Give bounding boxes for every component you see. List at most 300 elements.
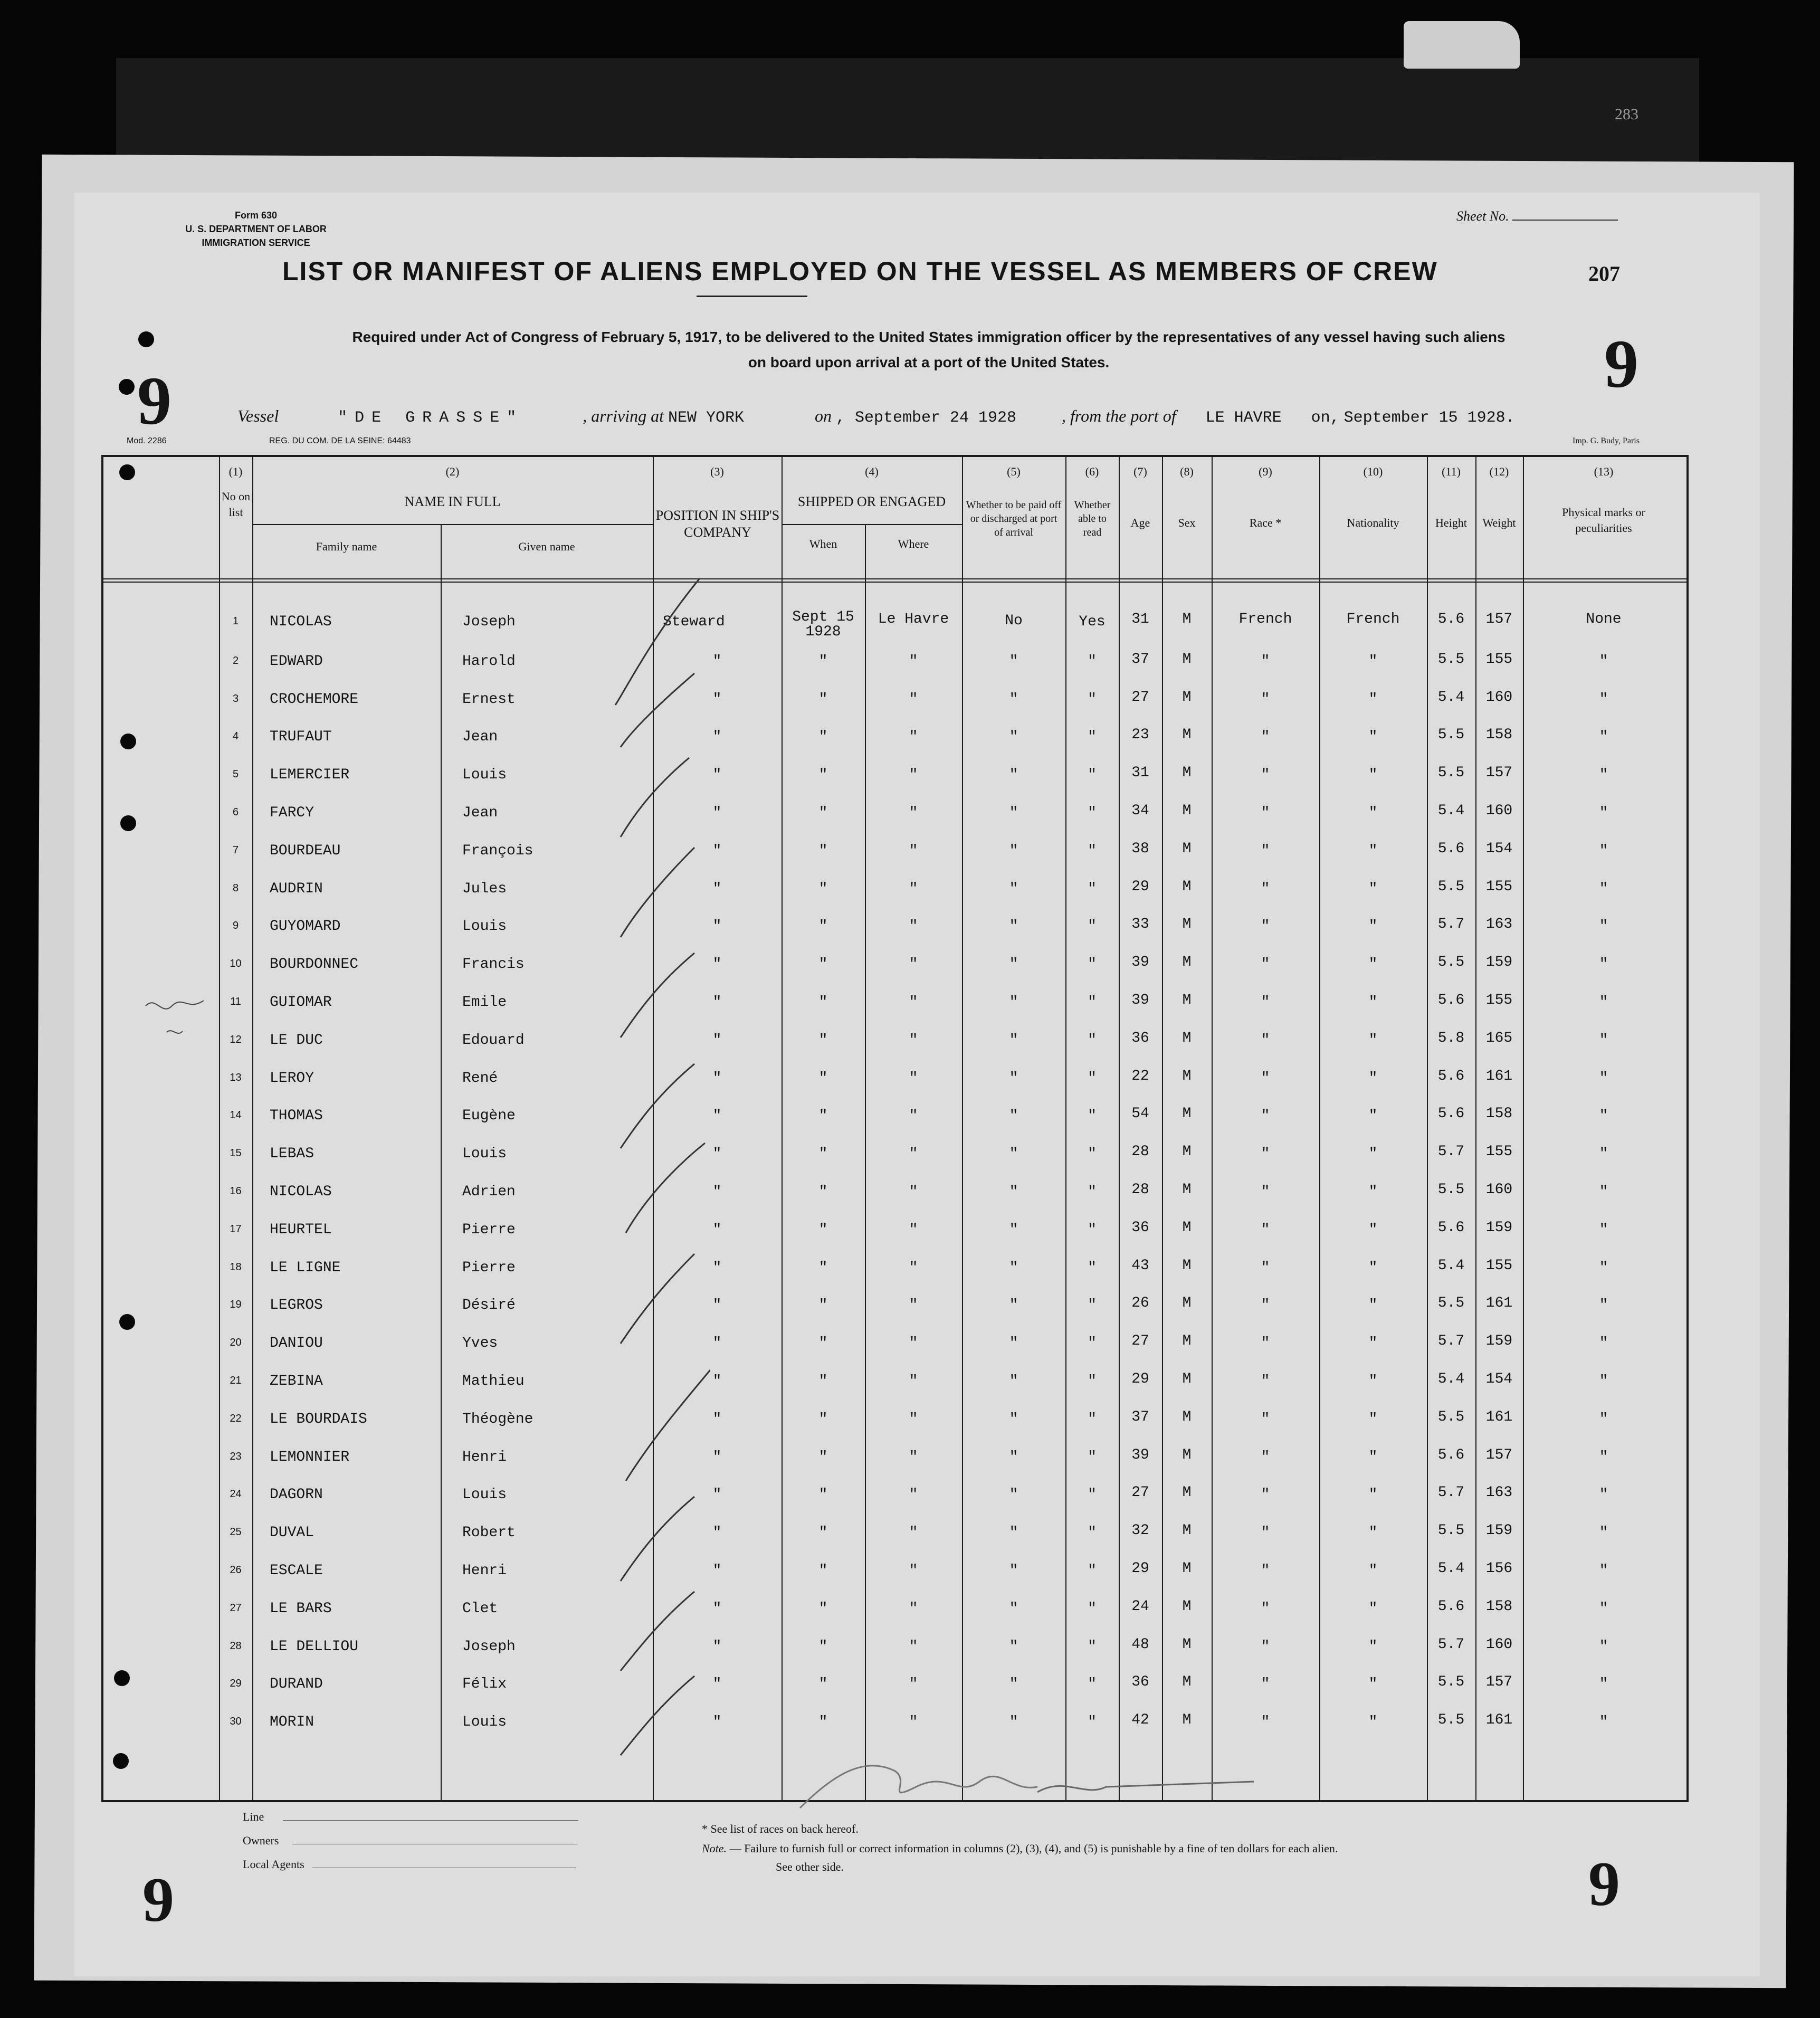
given-name: Joseph: [462, 1638, 516, 1655]
weight: 158: [1485, 727, 1513, 744]
physical-ditto: ": [1599, 1563, 1608, 1579]
given-name: Yves: [462, 1335, 498, 1352]
nationality-ditto: ": [1368, 1563, 1378, 1579]
nationality-ditto: ": [1368, 1487, 1378, 1503]
row-number: 16: [230, 1185, 242, 1197]
sex: M: [1182, 916, 1192, 933]
physical-ditto: ": [1599, 1449, 1608, 1465]
colnum-5: (5): [1007, 465, 1021, 478]
able-read-ditto: ": [1088, 1600, 1097, 1617]
header-shipped: SHIPPED OR ENGAGED: [797, 494, 946, 509]
sheet-digit-left: 9: [137, 363, 171, 439]
when-ditto: ": [818, 1638, 828, 1655]
row-number: 24: [230, 1488, 242, 1500]
when-ditto: ": [818, 1259, 828, 1276]
height: 5.4: [1437, 1257, 1465, 1274]
physical-ditto: ": [1599, 1146, 1608, 1163]
on-label: on: [814, 406, 832, 425]
weight: 161: [1485, 1712, 1513, 1729]
header-race: Race *: [1249, 516, 1282, 529]
colnum-13: (13): [1594, 465, 1614, 478]
punch-hole: [120, 815, 136, 831]
height: 5.5: [1437, 1182, 1465, 1198]
family-name: ESCALE: [270, 1563, 323, 1579]
sex: M: [1182, 1674, 1192, 1691]
weight: 163: [1485, 916, 1513, 933]
departure-port: LE HAVRE: [1205, 409, 1282, 427]
height: 5.4: [1437, 803, 1465, 819]
footer-note: [702, 1842, 1338, 1855]
race-ditto: ": [1261, 1070, 1270, 1087]
height: 5.5: [1437, 1295, 1465, 1312]
given-name: Félix: [462, 1676, 507, 1693]
where-ditto: ": [909, 653, 918, 670]
row-number: 15: [230, 1147, 242, 1159]
physical-ditto: ": [1599, 1070, 1608, 1087]
able-read-ditto: ": [1088, 1146, 1097, 1163]
age: 37: [1131, 1408, 1149, 1425]
row-number: 23: [230, 1450, 242, 1462]
mod-number: Mod. 2286: [127, 436, 167, 445]
sex: M: [1182, 1522, 1192, 1539]
nationality-ditto: ": [1368, 1184, 1378, 1200]
when-ditto: ": [818, 1070, 828, 1087]
position-ditto: ": [712, 1184, 722, 1200]
height: 5.7: [1437, 916, 1465, 933]
physical-ditto: ": [1599, 880, 1608, 897]
able-read-ditto: ": [1088, 1108, 1097, 1125]
row-number: 27: [230, 1602, 242, 1614]
row-number: 14: [230, 1109, 242, 1121]
paid-off-ditto: ": [1009, 805, 1018, 821]
where-ditto: ": [909, 1600, 918, 1617]
physical-ditto: ": [1599, 1297, 1608, 1314]
sheet-digit-bottom-left: 9: [142, 1864, 174, 1935]
sex: M: [1182, 803, 1192, 819]
family-name: LEROY: [270, 1070, 315, 1087]
physical-ditto: ": [1599, 1676, 1608, 1693]
punch-hole: [119, 379, 135, 395]
able-read-ditto: ": [1088, 994, 1097, 1011]
given-name: Louis: [462, 1146, 507, 1163]
given-name: Jean: [462, 805, 498, 821]
weight: 158: [1485, 1106, 1513, 1122]
physical-ditto: ": [1599, 1525, 1608, 1541]
age: 36: [1131, 1674, 1149, 1691]
family-name: BOURDEAU: [270, 842, 341, 859]
given-name: Harold: [462, 653, 516, 670]
height: 5.7: [1437, 1333, 1465, 1350]
sex: M: [1182, 1257, 1192, 1274]
age: 26: [1131, 1295, 1149, 1312]
position-ditto: ": [712, 691, 722, 708]
manifest-table: [101, 455, 1689, 1802]
colnum-1: (1): [228, 465, 243, 478]
top-stamp: 283: [1615, 106, 1638, 123]
physical-ditto: ": [1599, 1487, 1608, 1503]
position-ditto: ": [712, 918, 722, 935]
family-name: FARCY: [270, 805, 315, 821]
where-ditto: ": [909, 1108, 918, 1125]
sex: M: [1182, 954, 1192, 971]
colnum-9: (9): [1259, 465, 1272, 478]
nationality-ditto: ": [1368, 1108, 1378, 1125]
race-ditto: ": [1261, 1449, 1270, 1465]
punch-hole: [138, 331, 154, 347]
age: 31: [1131, 765, 1149, 782]
able-read-ditto: ": [1088, 729, 1097, 746]
weight: 154: [1485, 1371, 1513, 1387]
age: 48: [1131, 1636, 1149, 1653]
nationality-ditto: ": [1368, 729, 1378, 746]
form-number: Form 630: [234, 210, 278, 221]
page-number: 207: [1588, 262, 1620, 285]
age: 27: [1131, 1484, 1149, 1501]
family-name: DANIOU: [270, 1335, 323, 1352]
weight: 159: [1485, 1333, 1513, 1350]
weight: 157: [1485, 765, 1513, 782]
weight: 154: [1485, 840, 1513, 857]
position-ditto: ": [712, 1259, 722, 1276]
age: 27: [1131, 1333, 1149, 1350]
where-ditto: ": [909, 842, 918, 859]
when-ditto: ": [818, 842, 828, 859]
position-ditto: ": [712, 1676, 722, 1693]
when-ditto: ": [818, 1032, 828, 1049]
when-ditto: ": [818, 653, 828, 670]
given-name: François: [462, 842, 533, 859]
race-ditto: ": [1261, 1638, 1270, 1655]
row-number: 18: [230, 1261, 242, 1273]
family-name: LEMONNIER: [270, 1449, 350, 1465]
family-name: LE LIGNE: [270, 1259, 341, 1276]
sex: M: [1182, 765, 1192, 782]
family-name: LE DELLIOU: [270, 1638, 359, 1655]
where-ditto: ": [909, 729, 918, 746]
weight: 160: [1485, 803, 1513, 819]
weight: 161: [1485, 1295, 1513, 1312]
position-ditto: ": [712, 842, 722, 859]
position-ditto: ": [712, 729, 722, 746]
punch-hole: [114, 1670, 130, 1686]
row-number: 19: [230, 1299, 242, 1311]
age: 29: [1131, 878, 1149, 895]
paid-off-ditto: ": [1009, 1411, 1018, 1427]
given-name: Louis: [462, 1487, 507, 1503]
header-nationality: Nationality: [1347, 516, 1399, 529]
row-number: 21: [230, 1375, 242, 1386]
physical-ditto: ": [1599, 994, 1608, 1011]
given-name: Henri: [462, 1449, 507, 1465]
where-ditto: ": [909, 1714, 918, 1731]
paid-off-ditto: ": [1009, 880, 1018, 897]
weight: 161: [1485, 1408, 1513, 1425]
paid-off-ditto: ": [1009, 1487, 1018, 1503]
paid-off-ditto: ": [1009, 1297, 1018, 1314]
race-ditto: ": [1261, 1184, 1270, 1200]
when-ditto: ": [818, 918, 828, 935]
race-ditto: ": [1261, 1335, 1270, 1352]
arriving-label: , arriving at: [583, 406, 664, 425]
age: 34: [1131, 803, 1149, 819]
nationality-ditto: ": [1368, 1070, 1378, 1087]
sex: M: [1182, 1484, 1192, 1501]
where-ditto: ": [909, 1184, 918, 1200]
colnum-3: (3): [710, 465, 724, 478]
row-number: 28: [230, 1640, 242, 1652]
where-ditto: ": [909, 1638, 918, 1655]
nationality-ditto: ": [1368, 918, 1378, 935]
race-ditto: ": [1261, 767, 1270, 784]
torn-paper-tab: [1404, 21, 1520, 69]
colnum-6: (6): [1085, 465, 1099, 478]
given-name: Louis: [462, 918, 507, 935]
age: 36: [1131, 1219, 1149, 1236]
where-ditto: ": [909, 994, 918, 1011]
row-number: 30: [230, 1716, 242, 1728]
where-ditto: ": [909, 767, 918, 784]
weight: 155: [1485, 1144, 1513, 1160]
height: 5.7: [1437, 1636, 1465, 1653]
sex: M: [1182, 1371, 1192, 1387]
colnum-11: (11): [1442, 465, 1461, 478]
header-able-read: Whether able to read: [1074, 499, 1111, 538]
physical-ditto: ": [1599, 1184, 1608, 1200]
family-name: NICOLAS: [270, 614, 332, 630]
paid-off-ditto: ": [1009, 1714, 1018, 1731]
footer-owners-label: Owners: [243, 1834, 279, 1847]
paid-off-ditto: ": [1009, 956, 1018, 973]
age: 22: [1131, 1068, 1149, 1084]
given-name: Mathieu: [462, 1373, 525, 1389]
given-name: René: [462, 1070, 498, 1087]
row-number: 9: [232, 920, 239, 932]
given-name: Pierre: [462, 1221, 516, 1238]
when-ditto: ": [818, 767, 828, 784]
when-ditto: ": [818, 1411, 828, 1427]
physical-ditto: ": [1599, 1335, 1608, 1352]
see-other-side: See other side.: [776, 1860, 844, 1873]
able-read-ditto: ": [1088, 805, 1097, 821]
paid-off: No: [1005, 613, 1023, 629]
paid-off-ditto: ": [1009, 767, 1018, 784]
paid-off-ditto: ": [1009, 1600, 1018, 1617]
race-ditto: ": [1261, 1676, 1270, 1693]
height: 5.5: [1437, 1674, 1465, 1691]
where-ditto: ": [909, 880, 918, 897]
header-height: Height: [1435, 516, 1467, 529]
given-name: Désiré: [462, 1297, 516, 1314]
position-ditto: ": [712, 1487, 722, 1503]
physical-ditto: ": [1599, 918, 1608, 935]
colnum-12: (12): [1489, 465, 1509, 478]
height: 5.5: [1437, 954, 1465, 971]
row-number: 6: [232, 806, 239, 818]
race-ditto: ": [1261, 691, 1270, 708]
header-when: When: [809, 537, 837, 550]
punch-hole: [113, 1753, 129, 1769]
position-ditto: ": [712, 1525, 722, 1541]
paid-off-ditto: ": [1009, 1184, 1018, 1200]
header-sex: Sex: [1178, 516, 1196, 529]
row-number: 8: [232, 882, 239, 894]
when-ditto: ": [818, 1600, 828, 1617]
weight: 157: [1485, 611, 1513, 627]
weight: 163: [1485, 1484, 1513, 1501]
header-family-name: Family name: [316, 540, 377, 553]
nationality-ditto: ": [1368, 691, 1378, 708]
able-read-ditto: ": [1088, 1411, 1097, 1427]
margin-annotation: [140, 990, 214, 1043]
sex: M: [1182, 1712, 1192, 1729]
physical-ditto: ": [1599, 1373, 1608, 1389]
row-number: 20: [230, 1337, 242, 1349]
row-number: 12: [230, 1033, 242, 1045]
physical-ditto: ": [1599, 842, 1608, 859]
header-age: Age: [1130, 516, 1150, 529]
race-ditto: ": [1261, 1373, 1270, 1389]
race-ditto: ": [1261, 1600, 1270, 1617]
colnum-10: (10): [1363, 465, 1383, 478]
sheet-digit-right: 9: [1604, 326, 1638, 402]
given-name: Henri: [462, 1563, 507, 1579]
paid-off-ditto: ": [1009, 1525, 1018, 1541]
paid-off-ditto: ": [1009, 994, 1018, 1011]
where-ditto: ": [909, 956, 918, 973]
printer: Imp. G. Budy, Paris: [1573, 436, 1640, 445]
when-ditto: ": [818, 1449, 828, 1465]
race-ditto: ": [1261, 1487, 1270, 1503]
age: 39: [1131, 1446, 1149, 1463]
row-number: 22: [230, 1412, 242, 1424]
given-name: Clet: [462, 1600, 498, 1617]
family-name: DUVAL: [270, 1525, 315, 1541]
colnum-8: (8): [1180, 465, 1194, 478]
height: 5.5: [1437, 878, 1465, 895]
where-ditto: ": [909, 1297, 918, 1314]
nationality-ditto: ": [1368, 1146, 1378, 1163]
paid-off-ditto: ": [1009, 1221, 1018, 1238]
able-read-ditto: ": [1088, 653, 1097, 670]
physical-ditto: ": [1599, 691, 1608, 708]
age: 54: [1131, 1106, 1149, 1122]
sex: M: [1182, 1636, 1192, 1653]
position-ditto: ": [712, 1600, 722, 1617]
paid-off-ditto: ": [1009, 1108, 1018, 1125]
nationality-ditto: ": [1368, 1297, 1378, 1314]
able-read-ditto: ": [1088, 842, 1097, 859]
nationality-ditto: ": [1368, 1259, 1378, 1276]
given-name: Francis: [462, 956, 525, 973]
age: 24: [1131, 1598, 1149, 1615]
handwritten-signature: [789, 1745, 1264, 1819]
where-ditto: ": [909, 691, 918, 708]
position-ditto: ": [712, 1638, 722, 1655]
sex: M: [1182, 1219, 1192, 1236]
age: 28: [1131, 1144, 1149, 1160]
paid-off-ditto: ": [1009, 1032, 1018, 1049]
able-read-ditto: ": [1088, 1525, 1097, 1541]
height: 5.6: [1437, 840, 1465, 857]
paid-off-ditto: ": [1009, 1563, 1018, 1579]
when-ditto: ": [818, 1335, 828, 1352]
when-ditto: ": [818, 1487, 828, 1503]
where-ditto: ": [909, 805, 918, 821]
race-ditto: ": [1261, 1259, 1270, 1276]
nationality-ditto: ": [1368, 1411, 1378, 1427]
row-number: 1: [232, 615, 239, 627]
age: 27: [1131, 689, 1149, 706]
footer-agents-label: Local Agents: [243, 1858, 304, 1871]
weight: 160: [1485, 1182, 1513, 1198]
arriving-port: NEW YORK: [668, 409, 745, 427]
vessel-name: "DE GRASSE": [338, 409, 524, 427]
races-note: * See list of races on back hereof.: [702, 1822, 859, 1835]
given-name: Louis: [462, 767, 507, 784]
where-ditto: ": [909, 1259, 918, 1276]
when-ditto: ": [818, 1676, 828, 1693]
where-ditto: ": [909, 1373, 918, 1389]
family-name: LE BOURDAIS: [270, 1411, 367, 1427]
height: 5.5: [1437, 651, 1465, 668]
nationality-ditto: ": [1368, 1676, 1378, 1693]
position-ditto: ": [712, 653, 722, 670]
vessel-line: [237, 406, 1515, 427]
height: 5.7: [1437, 1144, 1465, 1160]
weight: 159: [1485, 1219, 1513, 1236]
paid-off-ditto: ": [1009, 1070, 1018, 1087]
physical-ditto: ": [1599, 767, 1608, 784]
when-ditto: ": [818, 1563, 828, 1579]
able-read-ditto: ": [1088, 1335, 1097, 1352]
when-ditto: ": [818, 1108, 828, 1125]
nationality-ditto: ": [1368, 1373, 1378, 1389]
able-read-ditto: ": [1088, 1373, 1097, 1389]
family-name: LE DUC: [270, 1032, 323, 1049]
position-ditto: ": [712, 1108, 722, 1125]
age: 29: [1131, 1560, 1149, 1577]
punch-hole: [120, 734, 136, 749]
departure-label: on,: [1311, 409, 1340, 427]
nationality-ditto: ": [1368, 842, 1378, 859]
position-ditto: ": [712, 1449, 722, 1465]
nationality-ditto: ": [1368, 880, 1378, 897]
race-ditto: ": [1261, 994, 1270, 1011]
paid-off-ditto: ": [1009, 1449, 1018, 1465]
race-ditto: ": [1261, 1714, 1270, 1731]
able-read-ditto: ": [1088, 1563, 1097, 1579]
family-name: LE BARS: [270, 1600, 332, 1617]
when-ditto: ": [818, 1184, 828, 1200]
able-read-ditto: ": [1088, 918, 1097, 935]
paid-off-ditto: ": [1009, 691, 1018, 708]
family-name: DURAND: [270, 1676, 323, 1693]
family-name: BOURDONNEC: [270, 956, 359, 973]
given-name: Eugène: [462, 1108, 516, 1125]
given-name: Ernest: [462, 691, 516, 708]
able-read-ditto: ": [1088, 1297, 1097, 1314]
weight: 155: [1485, 651, 1513, 668]
weight: 155: [1485, 992, 1513, 1008]
family-name: HEURTEL: [270, 1221, 332, 1238]
given-name: Jules: [462, 880, 507, 897]
race-ditto: ": [1261, 956, 1270, 973]
given-name: Théogène: [462, 1411, 533, 1427]
physical-ditto: ": [1599, 729, 1608, 746]
nationality-ditto: ": [1368, 1638, 1378, 1655]
paid-off-ditto: ": [1009, 1676, 1018, 1693]
given-name: Louis: [462, 1714, 507, 1731]
